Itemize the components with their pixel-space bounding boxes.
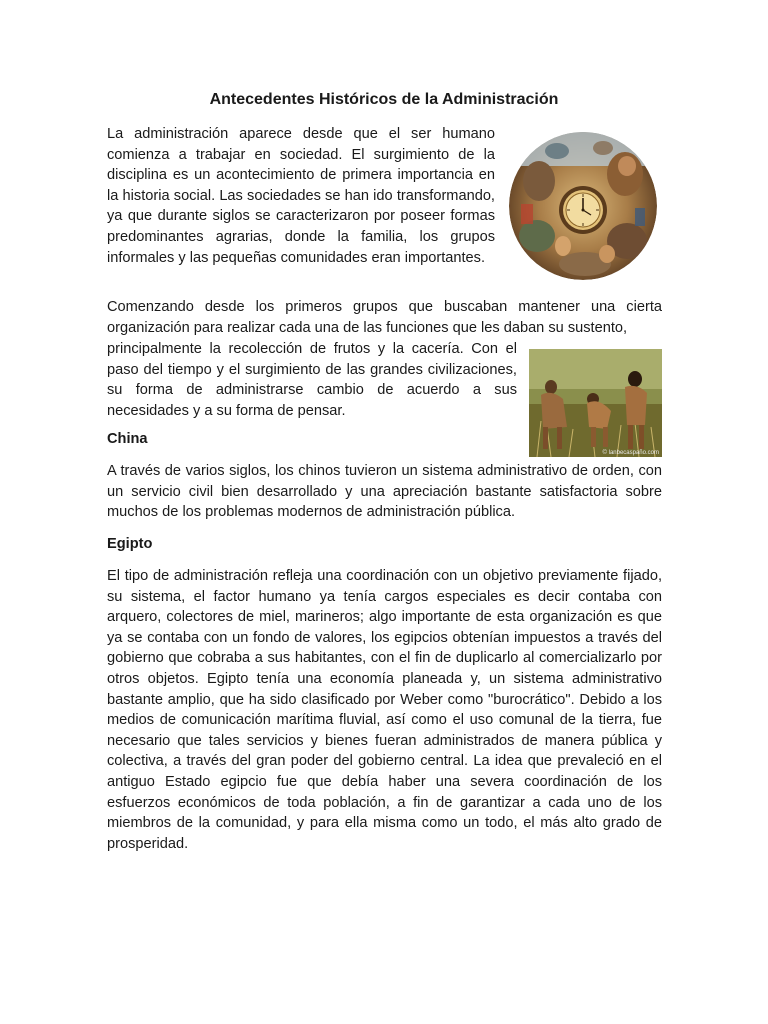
document-title: Antecedentes Históricos de la Administración — [209, 91, 559, 108]
section-body-egipto: El tipo de administración refleja una coordinación con un objetivo previamente fijado, su sistema, el factor humano ya tenía cargos especiales es decir contaba con arquero, colectores de miel, marineros; algo importante de esta organización es que ya se contaba con un fondo de valores, los egipcios obtenían impuestos a través del gobierno que cobraba a sus habitantes, con el fin de duplicarlo al comercializarlo por otros objetos. Egipto tenía una economía planeada y, un sistema administrativo bastante amplio, que ha sido clasificado por Weber como "burocrático". Debido a los medios de comunicación marítima fluvial, así como el uso comunal de la tierra, fue necesario que tales servicios y bienes fueran administrados de manera pública y colectiva, a través del gran poder del gobierno central. La idea que prevaleció en el antiguo Estado egipcio fue que debía haber una severa coordinación de los esfuerzos económicos de toda población, a fin de garantizar a cada uno de los miembros de la comunidad, y para ella misma como un todo, el más alto grado de prosperidad. — [107, 568, 662, 852]
gatherers-illustration — [529, 349, 662, 457]
second-paragraph-continuation: principalmente la recolección de frutos y la cacería. Con el paso del tiempo y el surgimiento de las grandes civilizaciones, su forma de administrarse cambio de acuerdo a sus necesidades y a su forma de pensar. — [107, 341, 517, 419]
photo-credit: © lanbecaspaño.com — [602, 450, 659, 456]
history-clock-collage-image — [507, 126, 659, 284]
intro-paragraph: La administración aparece desde que el ser humano comienza a trabajar en sociedad. El surgimiento de la disciplina es un acontecimiento de primera importancia en la historia social. Las sociedades se han ido transformando, ya que durante siglos se caracterizaron por poseer formas predominantes agrarias, donde la familia, los grupos informales y las pequeñas comunidades eran importantes. — [107, 126, 495, 266]
section-heading-egipto: Egipto — [107, 536, 153, 552]
section-heading-china: China — [107, 431, 148, 447]
second-paragraph-intro: Comenzando desde los primeros grupos que buscaban mantener una cierta organización para realizar cada una de las funciones que les daban su sustento, — [107, 299, 662, 336]
section-body-china: A través de varios siglos, los chinos tuvieron un sistema administrativo de orden, con un servicio civil bien desarrollado y una apreciación bastante satisfactoria sobre muchos de los problemas modernos de administración pública. — [107, 463, 662, 521]
gatherers-image — [529, 349, 662, 457]
